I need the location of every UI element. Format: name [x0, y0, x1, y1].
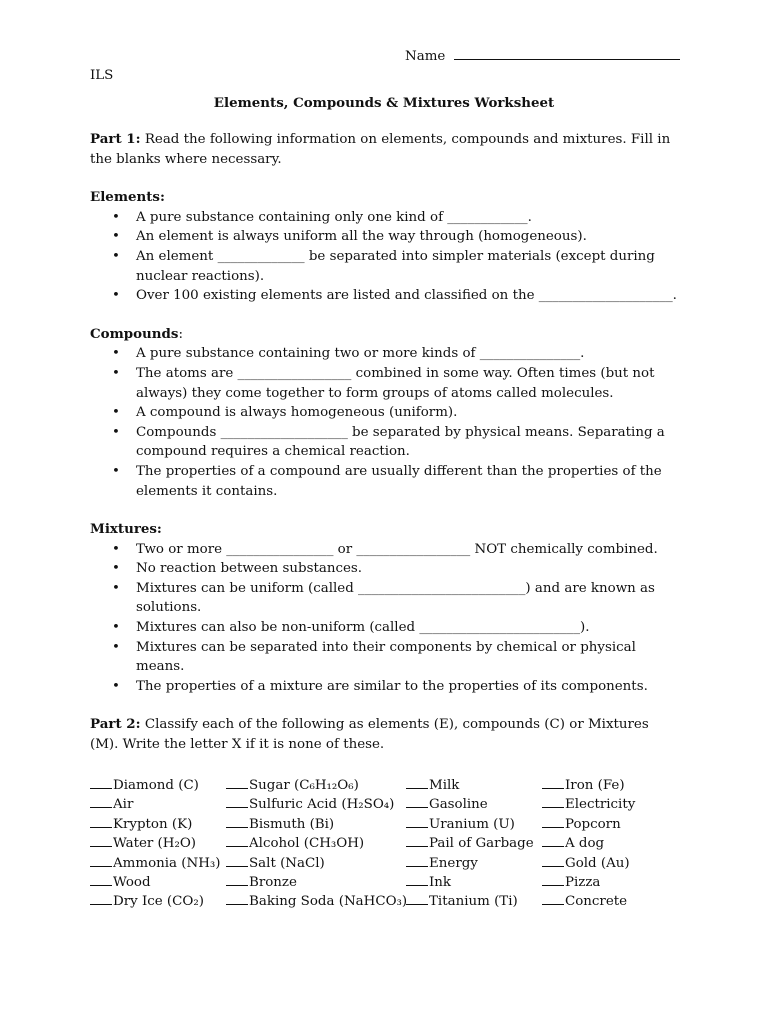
- answer-blank[interactable]: [90, 815, 112, 828]
- classify-item: [406, 776, 542, 795]
- classify-row: [90, 815, 690, 834]
- classify-item-label: Dry Ice (CO₂): [113, 894, 204, 910]
- compounds-list: [90, 344, 680, 501]
- classify-item: [542, 795, 682, 814]
- classify-item-label: Bronze: [249, 875, 297, 891]
- classify-item: [406, 815, 542, 834]
- answer-blank[interactable]: [406, 834, 428, 847]
- answer-blank[interactable]: [542, 795, 564, 808]
- elements-list: [90, 208, 680, 306]
- list-item: • An element _____________ be separated into simpler materials (except during nuclear reactions).: [90, 247, 680, 286]
- answer-blank[interactable]: [542, 854, 564, 867]
- classify-item: [226, 892, 406, 911]
- classify-item-label: Air: [113, 797, 134, 813]
- mixtures-section: [90, 520, 680, 696]
- answer-blank[interactable]: [226, 815, 248, 828]
- classify-item-label: Baking Soda (NaHCO₃): [249, 894, 408, 910]
- answer-blank[interactable]: [90, 834, 112, 847]
- classify-item-label: Krypton (K): [113, 816, 193, 832]
- answer-blank[interactable]: [90, 776, 112, 789]
- classify-item-label: Electricity: [565, 797, 636, 813]
- answer-blank[interactable]: [226, 776, 248, 789]
- answer-blank[interactable]: [90, 795, 112, 808]
- compounds-section: [90, 325, 680, 501]
- list-item: • Mixtures can be separated into their components by chemical or physical means.: [90, 638, 680, 677]
- list-item: • Mixtures can be uniform (called _________________________) and are known as solutions.: [90, 579, 680, 618]
- list-item: • Two or more ________________ or _________________ NOT chemically combined.: [90, 540, 680, 560]
- classify-item-label: Uranium (U): [429, 816, 515, 832]
- mixtures-heading: Mixtures:: [90, 521, 162, 538]
- classify-item-label: Gasoline: [429, 797, 488, 813]
- compounds-heading: Compounds: [90, 325, 179, 342]
- part1-label: Part 1:: [90, 131, 141, 147]
- classify-item: [226, 776, 406, 795]
- classify-item: [90, 854, 226, 873]
- classify-item: [90, 815, 226, 834]
- classify-item-label: Wood: [113, 875, 151, 891]
- classify-item-label: Ammonia (NH₃): [113, 855, 221, 871]
- list-item: • The properties of a compound are usually different than the properties of the elements it contains.: [90, 462, 680, 501]
- classify-item: [542, 815, 682, 834]
- classify-row: [90, 834, 690, 853]
- classify-item-label: Water (H₂O): [113, 836, 197, 852]
- list-item: • A pure substance containing only one kind of ____________.: [90, 208, 680, 228]
- answer-blank[interactable]: [90, 892, 112, 905]
- classify-row: [90, 892, 690, 911]
- classify-item-label: Energy: [429, 855, 478, 871]
- classify-item: [90, 873, 226, 892]
- classify-item: [90, 776, 226, 795]
- name-blank-line[interactable]: [454, 47, 680, 60]
- list-item: • A pure substance containing two or more kinds of _______________.: [90, 344, 680, 364]
- elements-heading: Elements:: [90, 189, 165, 206]
- classify-item: [542, 892, 682, 911]
- classify-item: [542, 873, 682, 892]
- classify-item: [90, 834, 226, 853]
- classify-row: [90, 854, 690, 873]
- classify-item-label: Diamond (C): [113, 778, 199, 793]
- classify-item-label: Bismuth (Bi): [249, 816, 335, 832]
- answer-blank[interactable]: [542, 815, 564, 828]
- answer-blank[interactable]: [90, 873, 112, 886]
- classify-item: [406, 795, 542, 814]
- classify-item: [226, 815, 406, 834]
- list-item: • No reaction between substances.: [90, 559, 680, 579]
- classification-grid: [90, 776, 690, 912]
- compounds-heading-row: [90, 325, 680, 345]
- answer-blank[interactable]: [542, 776, 564, 789]
- part2-text: Classify each of the following as elements (E), compounds (C) or Mixtures (M). Write the letter X if it is none of these.: [90, 717, 649, 753]
- classify-item: [226, 834, 406, 853]
- answer-blank[interactable]: [542, 873, 564, 886]
- list-item: • An element is always uniform all the way through (homogeneous).: [90, 227, 680, 247]
- classify-item: [226, 795, 406, 814]
- classify-item-label: Popcorn: [565, 816, 621, 832]
- classify-item-label: Sulfuric Acid (H₂SO₄): [249, 797, 395, 813]
- classify-item: [406, 854, 542, 873]
- compounds-heading-colon: :: [178, 326, 183, 342]
- answer-blank[interactable]: [542, 834, 564, 847]
- mixtures-list: [90, 540, 680, 697]
- answer-blank[interactable]: [406, 815, 428, 828]
- answer-blank[interactable]: [406, 892, 428, 905]
- answer-blank[interactable]: [226, 854, 248, 867]
- answer-blank[interactable]: [226, 892, 248, 905]
- classify-item: [542, 854, 682, 873]
- list-item: • The properties of a mixture are similar to the properties of its components.: [90, 677, 680, 697]
- answer-blank[interactable]: [226, 834, 248, 847]
- classify-item-label: Concrete: [565, 894, 628, 910]
- classify-item-label: A dog: [565, 836, 605, 852]
- classify-item: [90, 892, 226, 911]
- classify-item-label: Milk: [429, 778, 460, 793]
- classify-item-label: Salt (NaCl): [249, 855, 325, 871]
- classify-item-label: Pizza: [565, 875, 601, 891]
- answer-blank[interactable]: [90, 854, 112, 867]
- classify-item: [406, 873, 542, 892]
- classify-row: [90, 776, 690, 795]
- elements-section: [90, 188, 680, 306]
- part1-text: Read the following information on elements, compounds and mixtures. Fill in the blanks where necessary.: [90, 132, 671, 167]
- classify-item: [406, 892, 542, 911]
- class-code: ILS: [90, 68, 114, 83]
- answer-blank[interactable]: [406, 854, 428, 867]
- classify-row: [90, 795, 690, 814]
- worksheet-body: [90, 130, 680, 774]
- classify-item-label: Ink: [429, 875, 452, 891]
- list-item: • Over 100 existing elements are listed and classified on the ____________________.: [90, 286, 680, 306]
- answer-blank[interactable]: [406, 795, 428, 808]
- list-item: • Mixtures can also be non-uniform (called ________________________).: [90, 618, 680, 638]
- classify-item: [226, 873, 406, 892]
- list-item: • Compounds ___________________ be separated by physical means. Separating a compound requires a chemical reaction.: [90, 423, 680, 462]
- answer-blank[interactable]: [406, 776, 428, 789]
- list-item: • The atoms are _________________ combined in some way. Often times (but not always) they come together to form groups of atoms called molecules.: [90, 364, 680, 403]
- answer-blank[interactable]: [226, 873, 248, 886]
- classify-item-label: Titanium (Ti): [429, 894, 518, 910]
- list-item: • A compound is always homogeneous (uniform).: [90, 403, 680, 423]
- classify-row: [90, 873, 690, 892]
- classify-item-label: Alcohol (CH₃OH): [249, 836, 365, 852]
- answer-blank[interactable]: [542, 892, 564, 905]
- classify-item-label: Pail of Garbage: [429, 836, 534, 852]
- classify-item: [226, 854, 406, 873]
- classify-item: [90, 795, 226, 814]
- answer-blank[interactable]: [406, 873, 428, 886]
- answer-blank[interactable]: [226, 795, 248, 808]
- classify-item: [542, 776, 682, 795]
- name-label: Name: [405, 49, 446, 64]
- classify-item: [406, 834, 542, 853]
- name-field-row: [405, 47, 680, 66]
- classify-item-label: Iron (Fe): [565, 778, 625, 793]
- classify-item: [542, 834, 682, 853]
- worksheet-title: Elements, Compounds & Mixtures Worksheet: [213, 95, 555, 111]
- part1-instructions: [90, 130, 680, 169]
- part2-instructions: [90, 715, 680, 754]
- part2-label: Part 2:: [90, 716, 141, 733]
- classify-item-label: Sugar (C₆H₁₂O₆): [249, 778, 359, 793]
- classify-item-label: Gold (Au): [565, 855, 630, 871]
